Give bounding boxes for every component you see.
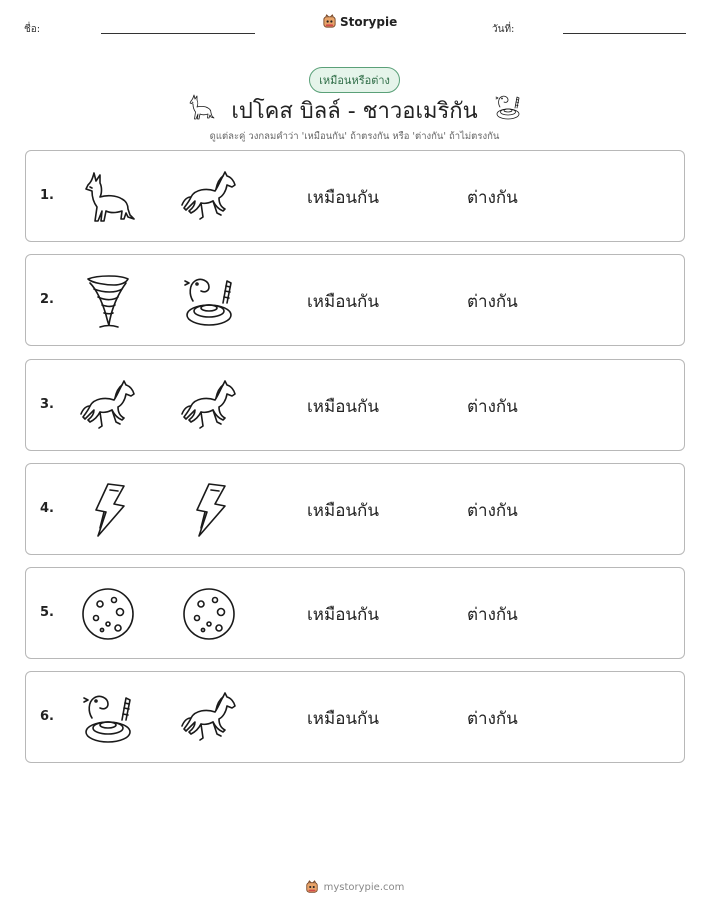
date-line[interactable]	[563, 33, 686, 34]
same-option[interactable]: เหมือนกัน	[307, 501, 379, 521]
date-label: วันที่:	[492, 24, 515, 35]
same-option[interactable]: เหมือนกัน	[307, 709, 379, 729]
same-option[interactable]: เหมือนกัน	[307, 292, 379, 312]
same-option[interactable]: เหมือนกัน	[307, 605, 379, 625]
same-option[interactable]: เหมือนกัน	[307, 188, 379, 208]
moon-icon	[78, 584, 138, 644]
question-row	[25, 150, 685, 242]
footer-site[interactable]: mystorypie.com	[323, 881, 405, 893]
question-number: 1.	[40, 188, 54, 203]
horse-icon	[179, 167, 239, 227]
question-number: 6.	[40, 709, 54, 724]
different-option[interactable]: ต่างกัน	[467, 188, 518, 208]
question-row	[25, 671, 685, 763]
question-row	[25, 463, 685, 555]
rattlesnake-icon	[179, 271, 239, 331]
name-label: ชื่อ:	[24, 24, 41, 35]
lightning-icon	[179, 480, 239, 540]
page-title: เปโคส บิลล์ - ชาวอเมริกัน	[231, 99, 478, 124]
question-number: 5.	[40, 605, 54, 620]
same-option[interactable]: เหมือนกัน	[307, 397, 379, 417]
different-option[interactable]: ต่างกัน	[467, 397, 518, 417]
tornado-icon	[78, 271, 138, 331]
rattlesnake-icon	[492, 92, 524, 122]
name-line[interactable]	[101, 33, 255, 34]
instructions: ดูแต่ละคู่ วงกลมคำว่า 'เหมือนกัน' ถ้าตรงกัน หรือ 'ต่างกัน' ถ้าไม่ตรงกัน	[209, 131, 500, 142]
question-number: 2.	[40, 292, 54, 307]
storypie-mascot-icon	[322, 14, 337, 29]
different-option[interactable]: ต่างกัน	[467, 605, 518, 625]
storypie-mascot-icon	[305, 880, 319, 894]
coyote-icon	[78, 167, 138, 227]
brand-name: Storypie	[340, 14, 398, 29]
storypie-logo	[322, 14, 397, 29]
question-row	[25, 254, 685, 346]
lightning-icon	[78, 480, 138, 540]
rattlesnake-icon	[78, 688, 138, 748]
question-row	[25, 567, 685, 659]
question-row	[25, 359, 685, 451]
horse-icon	[78, 376, 138, 436]
different-option[interactable]: ต่างกัน	[467, 292, 518, 312]
horse-icon	[179, 688, 239, 748]
question-number: 3.	[40, 397, 54, 412]
worksheet-type-badge: เหมือนหรือต่าง	[309, 67, 400, 93]
horse-icon	[179, 376, 239, 436]
footer	[0, 880, 709, 894]
question-number: 4.	[40, 501, 54, 516]
moon-icon	[179, 584, 239, 644]
different-option[interactable]: ต่างกัน	[467, 501, 518, 521]
different-option[interactable]: ต่างกัน	[467, 709, 518, 729]
